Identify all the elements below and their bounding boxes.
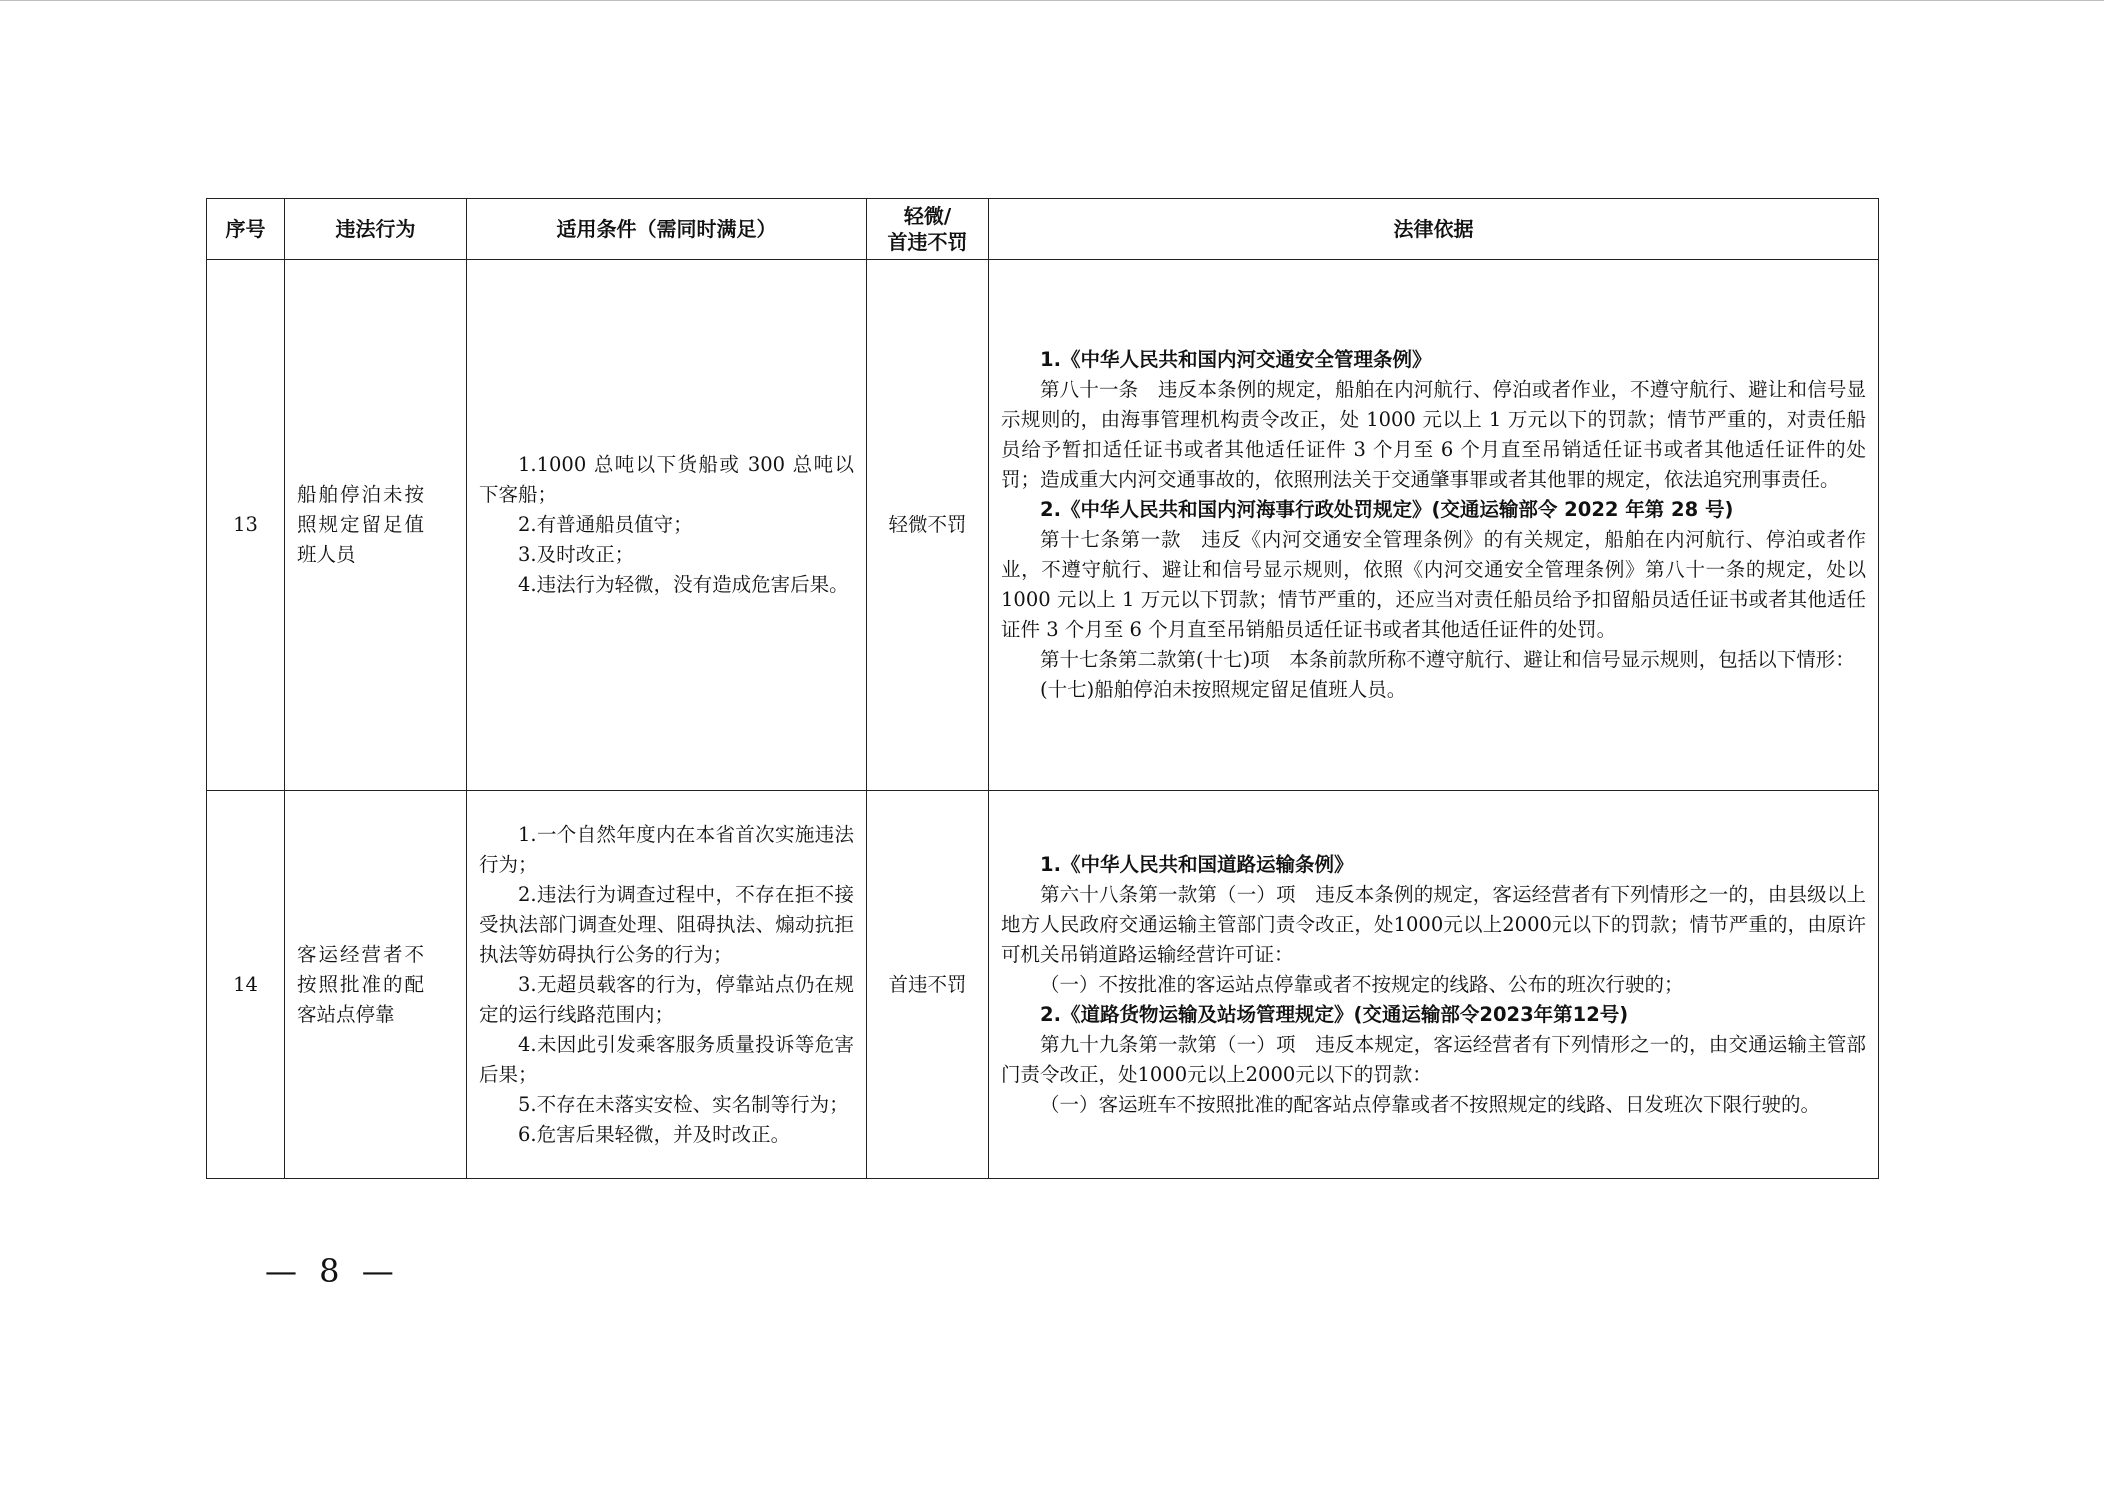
act-line: 客站点停靠 [297, 1002, 395, 1026]
header-conditions: 适用条件（需同时满足） [467, 199, 867, 260]
row-act [285, 791, 467, 1179]
row-type: 轻微不罚 [867, 260, 989, 791]
law-title: 2.《中华人民共和国内河海事行政处罚规定》(交通运输部令 2022 年第 28 号) [1040, 498, 1734, 521]
law-paragraph: 第六十八条第一款第（一）项 违反本条例的规定，客运经营者有下列情形之一的，由县级以上地方人民政府交通运输主管部门责令改正，处1000元以上2000元以下的罚款；情节严重的，由原许可机关吊销道路运输经营许可证： [1001, 882, 1866, 966]
header-act: 违法行为 [285, 199, 467, 260]
row-act [285, 260, 467, 791]
law-paragraph: 第八十一条 违反本条例的规定，船舶在内河航行、停泊或者作业，不遵守航行、避让和信号显示规则的，由海事管理机构责令改正，处 1000 元以上 1 万元以下的罚款；情节严重的，对责任船员给予暂扣适任证书或者其他适任证件 3 个月至 6 个月直至吊销适任证书或者其他适任证件的处罚；造成重大内河交通事故的，依照刑法关于交通肇事罪或者其他罪的规定，依法追究刑事责任。 [1001, 378, 1866, 491]
condition-item: 4.未因此引发乘客服务质量投诉等危害后果； [479, 1032, 854, 1086]
condition-item: 3.及时改正； [518, 543, 635, 566]
law-paragraph: 第九十九条第一款第（一）项 违反本规定，客运经营者有下列情形之一的，由交通运输主管部门责令改正，处1000元以上2000元以下的罚款： [1001, 1032, 1866, 1086]
header-no: 序号 [207, 199, 285, 260]
condition-item: 1.1000 总吨以下货船或 300 总吨以下客船； [479, 453, 854, 506]
law-paragraph: (十七)船舶停泊未按照规定留足值班人员。 [1040, 678, 1407, 701]
condition-item: 2.违法行为调查过程中，不存在拒不接受执法部门调查处理、阻碍执法、煽动抗拒执法等妨碍执行公务的行为； [479, 882, 854, 966]
page-number: — 8 — [265, 1252, 400, 1290]
law-title: 1.《中华人民共和国道路运输条例》 [1040, 852, 1354, 876]
row-law [989, 260, 1879, 791]
table-row [207, 791, 1879, 1179]
table-row [207, 260, 1879, 791]
row-law [989, 791, 1879, 1179]
condition-item: 6.危害后果轻微，并及时改正。 [518, 1122, 791, 1146]
header-type-line2: 首违不罚 [887, 230, 968, 254]
law-paragraph: （一）客运班车不按照批准的配客站点停靠或者不按照规定的线路、日发班次下限行驶的。 [1040, 1092, 1821, 1116]
row-no: 14 [207, 791, 285, 1179]
row-conditions [467, 260, 867, 791]
top-border-line [0, 0, 2104, 1]
act-line: 客运经营者不 [297, 942, 427, 966]
header-type-line1: 轻微/ [903, 204, 952, 228]
law-title: 1.《中华人民共和国内河交通安全管理条例》 [1040, 348, 1432, 371]
act-line: 按照批准的配 [297, 972, 427, 996]
header-type [867, 199, 989, 260]
act-line: 船舶停泊未按 [297, 483, 427, 506]
law-paragraph: 第十七条第一款 违反《内河交通安全管理条例》的有关规定，船舶在内河航行、停泊或者作业，不遵守航行、避让和信号显示规则，依照《内河交通安全管理条例》第八十一条的规定，处以 1000 元以上 1 万元以下罚款；情节严重的，还应当对责任船员给予扣留船员适任证书或者其他适任证件 3 个月至 6 个月直至吊销船员适任证书或者其他适任证件的处罚。 [1001, 528, 1866, 641]
law-paragraph: （一）不按批准的客运站点停靠或者不按规定的线路、公布的班次行驶的； [1040, 972, 1684, 996]
penalty-exemption-table [206, 198, 1879, 1179]
header-law: 法律依据 [989, 199, 1879, 260]
row-no: 13 [207, 260, 285, 791]
condition-item: 3.无超员载客的行为，停靠站点仍在规定的运行线路范围内； [479, 972, 854, 1026]
condition-item: 1.一个自然年度内在本省首次实施违法行为； [479, 822, 854, 876]
condition-item: 2.有普通船员值守； [518, 513, 693, 536]
act-line: 班人员 [297, 543, 356, 566]
row-conditions [467, 791, 867, 1179]
act-line: 照规定留足值 [297, 513, 427, 536]
row-type: 首违不罚 [867, 791, 989, 1179]
law-paragraph: 第十七条第二款第(十七)项 本条前款所称不遵守航行、避让和信号显示规则，包括以下情形： [1040, 648, 1855, 671]
condition-item: 5.不存在未落实安检、实名制等行为； [518, 1092, 849, 1116]
table-header-row [207, 199, 1879, 260]
law-title: 2.《道路货物运输及站场管理规定》(交通运输部令2023年第12号) [1040, 1002, 1629, 1026]
condition-item: 4.违法行为轻微，没有造成危害后果。 [518, 573, 849, 596]
